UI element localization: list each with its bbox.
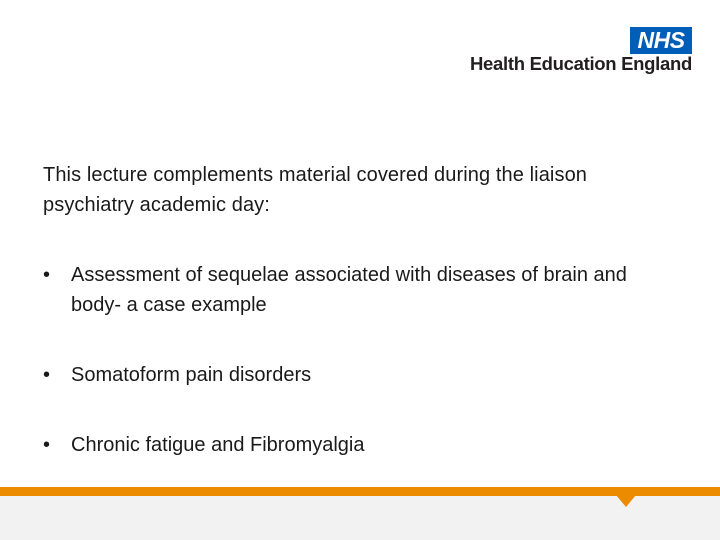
organisation-name: Health Education England: [469, 53, 692, 74]
bullet-text: Assessment of sequelae associated with diseases of brain and body- a case example: [71, 264, 627, 316]
bullet-list: [43, 260, 663, 460]
list-item: [43, 260, 663, 320]
list-item: [43, 430, 663, 460]
bullet-icon: •: [43, 434, 51, 456]
footer-area: [0, 496, 720, 540]
list-item: [43, 360, 663, 390]
bullet-text: Chronic fatigue and Fibromyalgia: [71, 434, 365, 456]
accent-band: [0, 487, 720, 496]
nhs-logo-mark: NHS: [630, 27, 692, 54]
bullet-icon: •: [43, 364, 51, 386]
bullet-text: Somatoform pain disorders: [71, 364, 312, 386]
slide-body: [43, 160, 663, 460]
intro-text: This lecture complements material covered during the liaison psychiatry academic day:: [43, 164, 588, 216]
nhs-hee-logo: [432, 27, 692, 77]
bullet-icon: •: [43, 264, 51, 286]
chevron-down-icon: [616, 495, 636, 507]
